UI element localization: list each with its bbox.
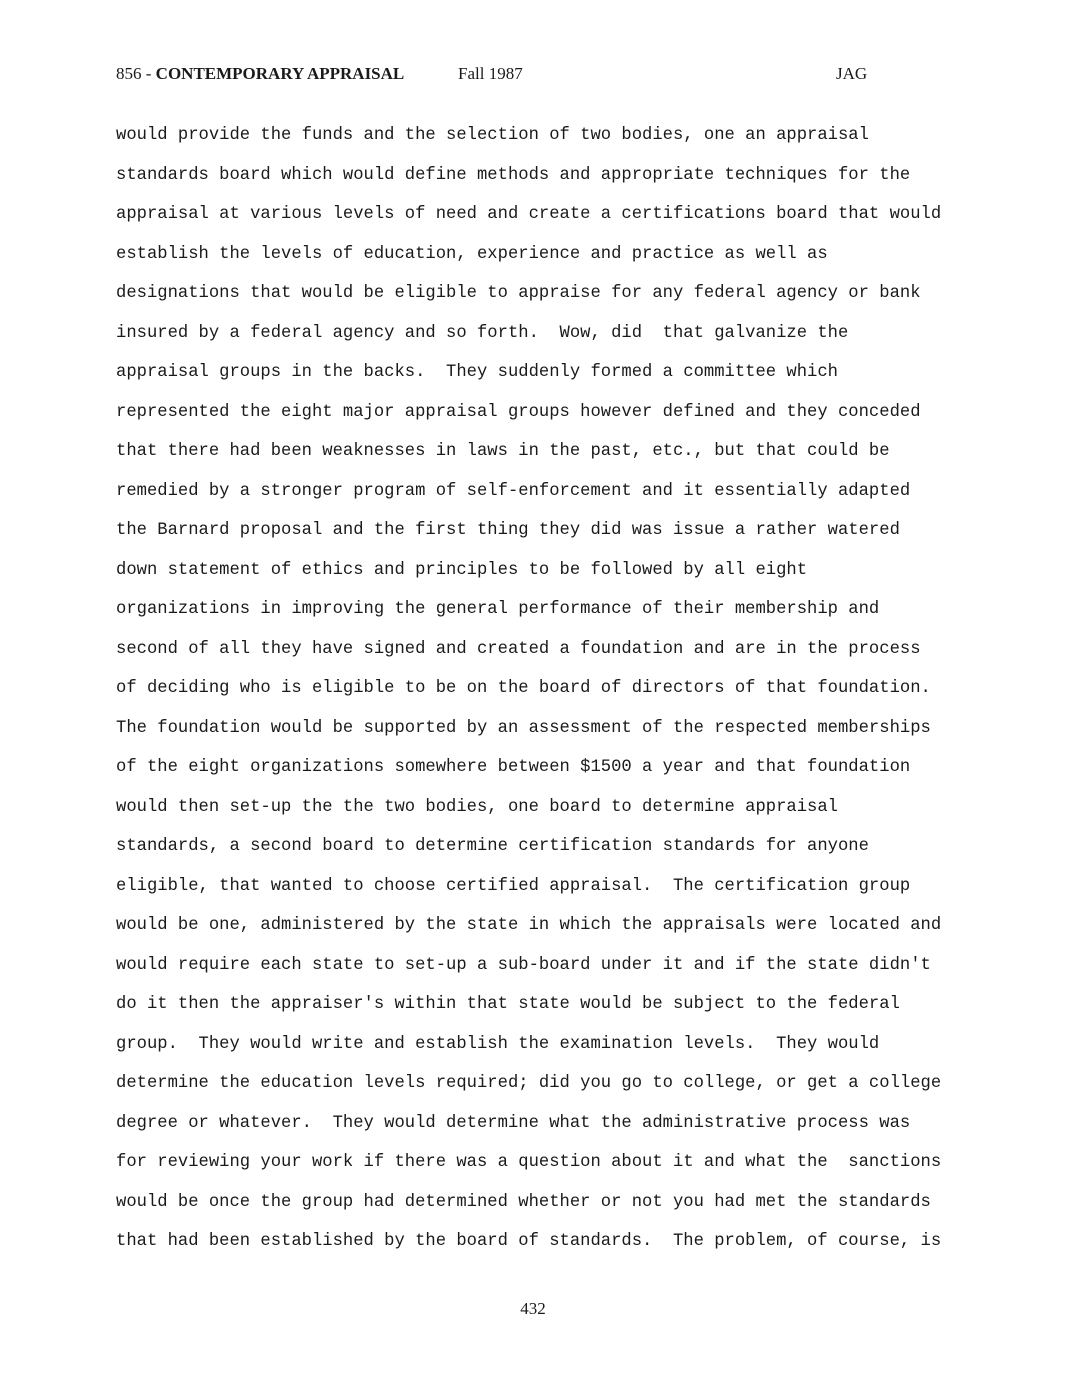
text-line: degree or whatever. They would determine what the administrative process was: [116, 1113, 911, 1133]
text-line: would require each state to set-up a sub-board under it and if the state didn't: [116, 955, 931, 975]
text-line: standards, a second board to determine certification standards for anyone: [116, 837, 869, 856]
text-line: appraisal at various levels of need and create a certifications board that would: [116, 205, 942, 224]
text-line: for reviewing your work if there was a question about it and what the sanctions: [116, 1153, 942, 1172]
text-line: second of all they have signed and created a foundation and are in the process: [116, 639, 921, 659]
course-number: 856 -: [116, 64, 156, 83]
text-line: that there had been weaknesses in laws in the past, etc., but that could be: [116, 442, 890, 461]
transcript-body: [116, 124, 976, 1270]
text-line: standards board which would define methods and appropriate techniques for the: [116, 165, 911, 185]
course-name: CONTEMPORARY APPRAISAL: [155, 64, 405, 83]
text-line: eligible, that wanted to choose certified appraisal. The certification group: [116, 876, 911, 896]
text-line: would provide the funds and the selection of two bodies, one an appraisal: [116, 126, 869, 145]
text-line: that had been established by the board of standards. The problem, of course, is: [116, 1232, 942, 1251]
term: Fall 1987: [458, 64, 523, 83]
course-title: [116, 62, 404, 86]
text-line: determine the education levels required; did you go to college, or get a college: [116, 1074, 942, 1093]
text-line: down statement of ethics and principles to be followed by all eight: [116, 560, 808, 580]
text-line: designations that would be eligible to appraise for any federal agency or bank: [116, 284, 921, 303]
text-line: of the eight organizations somewhere between $1500 a year and that foundation: [116, 758, 911, 777]
text-line: would then set-up the the two bodies, one board to determine appraisal: [116, 797, 838, 817]
text-line: organizations in improving the general performance of their membership and: [116, 600, 880, 619]
text-line: group. They would write and establish the examination levels. They would: [116, 1034, 880, 1054]
page-number: 432: [520, 1299, 546, 1318]
text-line: appraisal groups in the backs. They suddenly formed a committee which: [116, 363, 838, 382]
text-line: would be once the group had determined whether or not you had met the standards: [116, 1192, 931, 1212]
text-line: would be one, administered by the state in which the appraisals were located and: [116, 916, 942, 935]
text-line: insured by a federal agency and so forth. Wow, did that galvanize the: [116, 323, 849, 343]
text-line: do it then the appraiser's within that state would be subject to the federal: [116, 995, 900, 1014]
text-line: the Barnard proposal and the first thing they did was issue a rather watered: [116, 521, 900, 540]
page-header: [116, 62, 876, 86]
text-line: of deciding who is eligible to be on the board of directors of that foundation.: [116, 679, 931, 698]
text-line: The foundation would be supported by an assessment of the respected memberships: [116, 718, 931, 738]
text-line: represented the eight major appraisal groups however defined and they conceded: [116, 402, 921, 422]
text-line: establish the levels of education, experience and practice as well as: [116, 244, 828, 264]
text-line: remedied by a stronger program of self-enforcement and it essentially adapted: [116, 481, 911, 501]
author-initials: JAG: [836, 64, 868, 83]
